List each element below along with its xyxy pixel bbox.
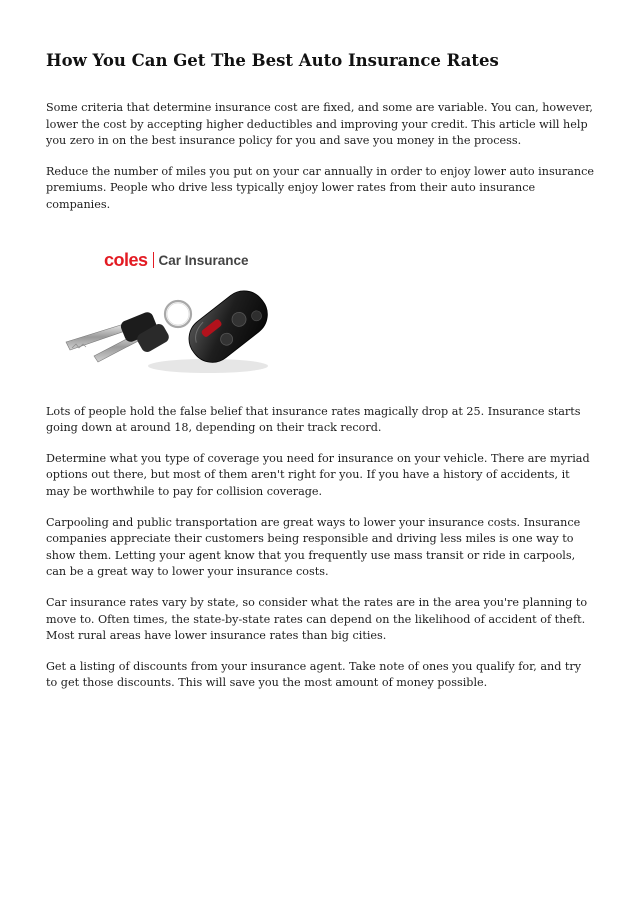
logo-brand: coles <box>104 249 148 270</box>
paragraph-state-rates: Car insurance rates vary by state, so consider what the rates are in the area you're planning to move to. Often times, the state-by-state rates can depend on the likelihood of accident of theft. Most rural areas have lower insurance rates than big cities. <box>46 595 588 643</box>
paragraph-criteria: Some criteria that determine insurance cost are fixed, and some are variable. You can, however, lower the cost by accepting higher deductibles and improving your credit. This article will help you zero in on the best insurance policy for you and save you money in the process. <box>46 101 593 148</box>
document-page <box>46 50 594 706</box>
logo-divider <box>153 252 154 268</box>
article-image <box>58 236 288 378</box>
article-title: How You Can Get The Best Auto Insurance Rates <box>46 51 499 70</box>
paragraph-discounts: Get a listing of discounts from your insurance agent. Take note of ones you qualify for, and try to get those discounts. This will save you the most amount of money possible. <box>46 659 582 690</box>
coles-car-insurance-logo <box>104 250 249 271</box>
paragraph-mileage: Reduce the number of miles you put on your car annually in order to enjoy lower auto insurance premiums. People who drive less typically enjoy lower rates from their auto insurance companies. <box>46 164 594 211</box>
logo-product: Car Insurance <box>158 252 249 268</box>
paragraph-age-myth: Lots of people hold the false belief that insurance rates magically drop at 25. Insurance starts going down at around 18, depending on their track record. <box>46 404 581 435</box>
car-key-icon <box>58 270 288 378</box>
paragraph-coverage: Determine what you type of coverage you need for insurance on your vehicle. There are myriad options out there, but most of them aren't right for you. If you have a history of accidents, it may be worthwhile to pay for collision coverage. <box>46 451 590 498</box>
paragraph-carpooling: Carpooling and public transportation are great ways to lower your insurance costs. Insurance companies appreciate their customers being responsible and driving less miles is one way to show them. Letting your agent know that you frequently use mass transit or ride in carpools, can be a great way to lower your insurance costs. <box>46 515 581 579</box>
